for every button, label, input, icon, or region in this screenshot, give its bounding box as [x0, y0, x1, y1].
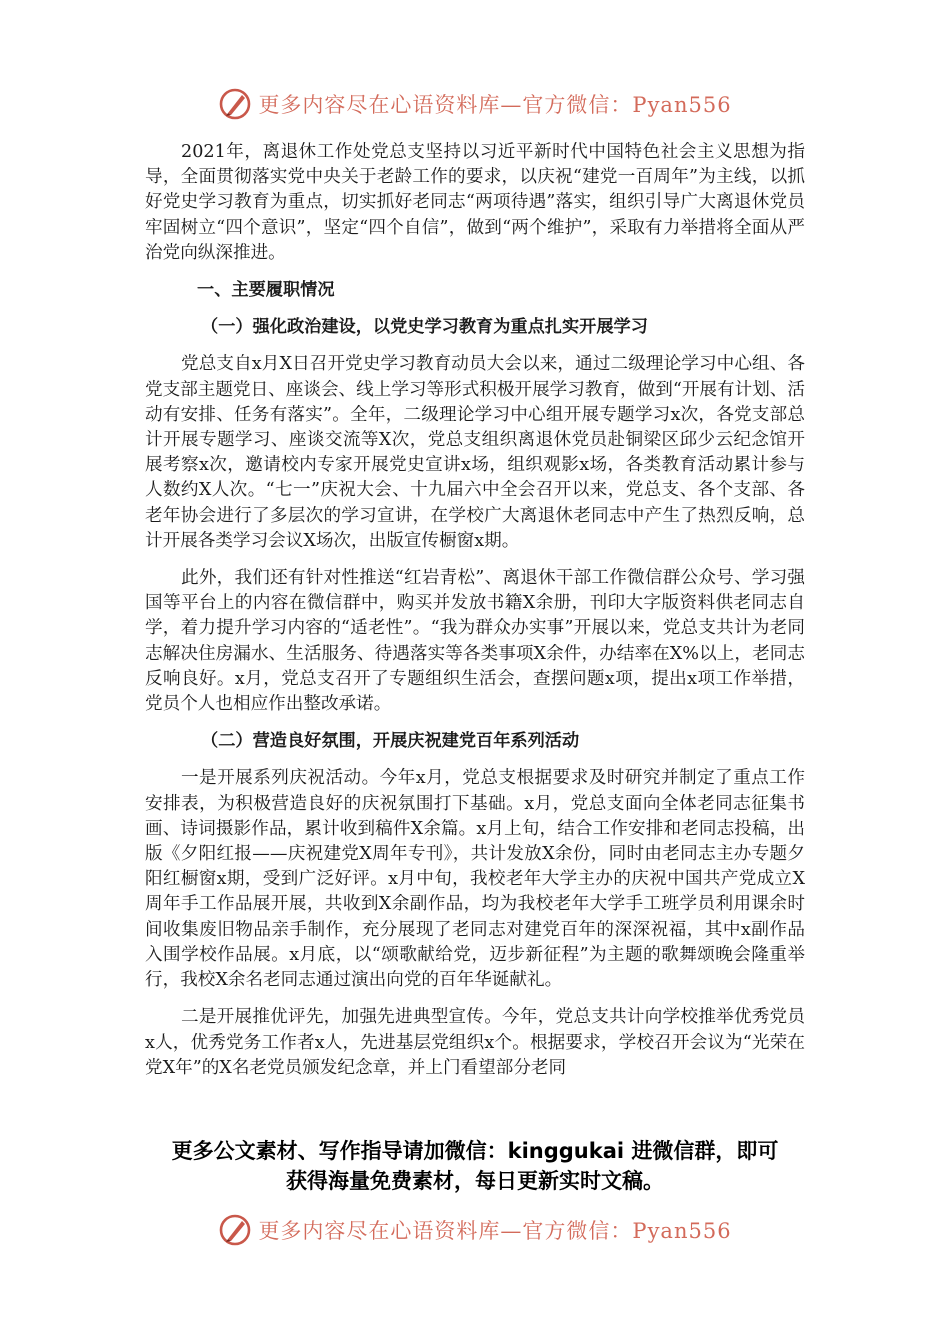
body-paragraph-1: 党总支自x月X日召开党史学习教育动员大会以来，通过二级理论学习中心组、各党支部主题党日、座谈会、线上学习等形式积极开展学习教育，做到“开展有计划、活动有安排、任务有落实”。全年，二级理论学习中心组开展专题学习x次，各党支部总计开展专题学习、座谈交流等X次，党总支组织离退休党员赴铜梁区邱少云纪念馆开展考察x次，邀请校内专家开展党史宣讲x场，组织观影x场，各类教育活动累计参与人数约X人次。“七一”庆祝大会、十九届六中全会召开以来，党总支、各个支部、各老年协会进行了多层次的学习宣讲，在学校广大离退休老同志中产生了热烈反响，总计开展各类学习会议X场次，出版宣传橱窗x期。 [145, 354, 805, 551]
banner-text: 更多内容尽在心语资料库—官方微信：Pyan556 [258, 1219, 732, 1243]
pen-circle-icon [218, 1213, 252, 1247]
intro-paragraph: 2021年，离退休工作处党总支坚持以习近平新时代中国特色社会主义思想为指导，全面贯彻落实党中央关于老龄工作的要求，以庆祝“建党一百周年”为主线，以抓好党史学习教育为重点，切实抓好老同志“两项待遇”落实，组织引导广大离退休党员牢固树立“四个意识”，坚定“四个自信”，做到“两个维护”，采取有力举措将全面从严治党向纵深推进。 [145, 142, 805, 263]
promo-line-2: 获得海量免费素材，每日更新实时文稿。 [286, 1169, 664, 1193]
body-paragraph-2: 此外，我们还有针对性推送“红岩青松”、离退休干部工作微信群公众号、学习强国等平台上的内容在微信群中，购买并发放书籍X余册，刊印大字版资料供老同志自学，着力提升学习内容的“适老性”。“我为群众办实事”开展以来，党总支共计为老同志解决住房漏水、生活服务、待遇落实等各类事项X余件，办结率在X%以上，老同志反响良好。x月，党总支召开了专题组织生活会，查摆问题x项，提出x项工作举措，党员个人也相应作出整改承诺。 [145, 568, 805, 715]
promo-notice [120, 1136, 830, 1196]
body-paragraph-4: 二是开展推优评先，加强先进典型宣传。今年，党总支共计向学校推举优秀党员x人，优秀党务工作者x人，先进基层党组织x个。根据要求，学校召开会议为“光荣在党X年”的X名老党员颁发纪念章，并上门看望部分老同 [145, 1007, 805, 1078]
subsection-heading-1: （一）强化政治建设，以党史学习教育为重点扎实开展学习 [201, 317, 648, 338]
body-paragraph-3: 一是开展系列庆祝活动。今年x月，党总支根据要求及时研究并制定了重点工作安排表，为积极营造良好的庆祝氛围打下基础。x月，党总支面向全体老同志征集书画、诗词摄影作品，累计收到稿件X余篇。x月上旬，结合工作安排和老同志投稿，出版《夕阳红报——庆祝建党X周年专刊》，共计发放X余份，同时由老同志主办专题夕阳红橱窗x期，受到广泛好评。x月中旬，我校老年大学主办的庆祝中国共产党成立X周年手工作品展开展，共收到X余副作品，均为我校老年大学手工班学员利用课余时间收集废旧物品亲手制作，充分展现了老同志对建党百年的深深祝福，其中x副作品入围学校作品展。x月底，以“颂歌献给党，迈步新征程”为主题的歌舞颂晚会隆重举行，我校X余名老同志通过演出向党的百年华诞献礼。 [145, 768, 805, 991]
subsection-heading-2: （二）营造良好氛围，开展庆祝建党百年系列活动 [201, 731, 580, 752]
header-banner [0, 84, 950, 124]
footer-banner [0, 1210, 950, 1250]
banner-text: 更多内容尽在心语资料库—官方微信：Pyan556 [258, 93, 732, 117]
pen-circle-icon [218, 87, 252, 121]
document-body [145, 140, 805, 1093]
promo-line-1: 更多公文素材、写作指导请加微信：kinggukai 进微信群，即可 [171, 1139, 779, 1163]
section-heading: 一、主要履职情况 [197, 280, 335, 301]
